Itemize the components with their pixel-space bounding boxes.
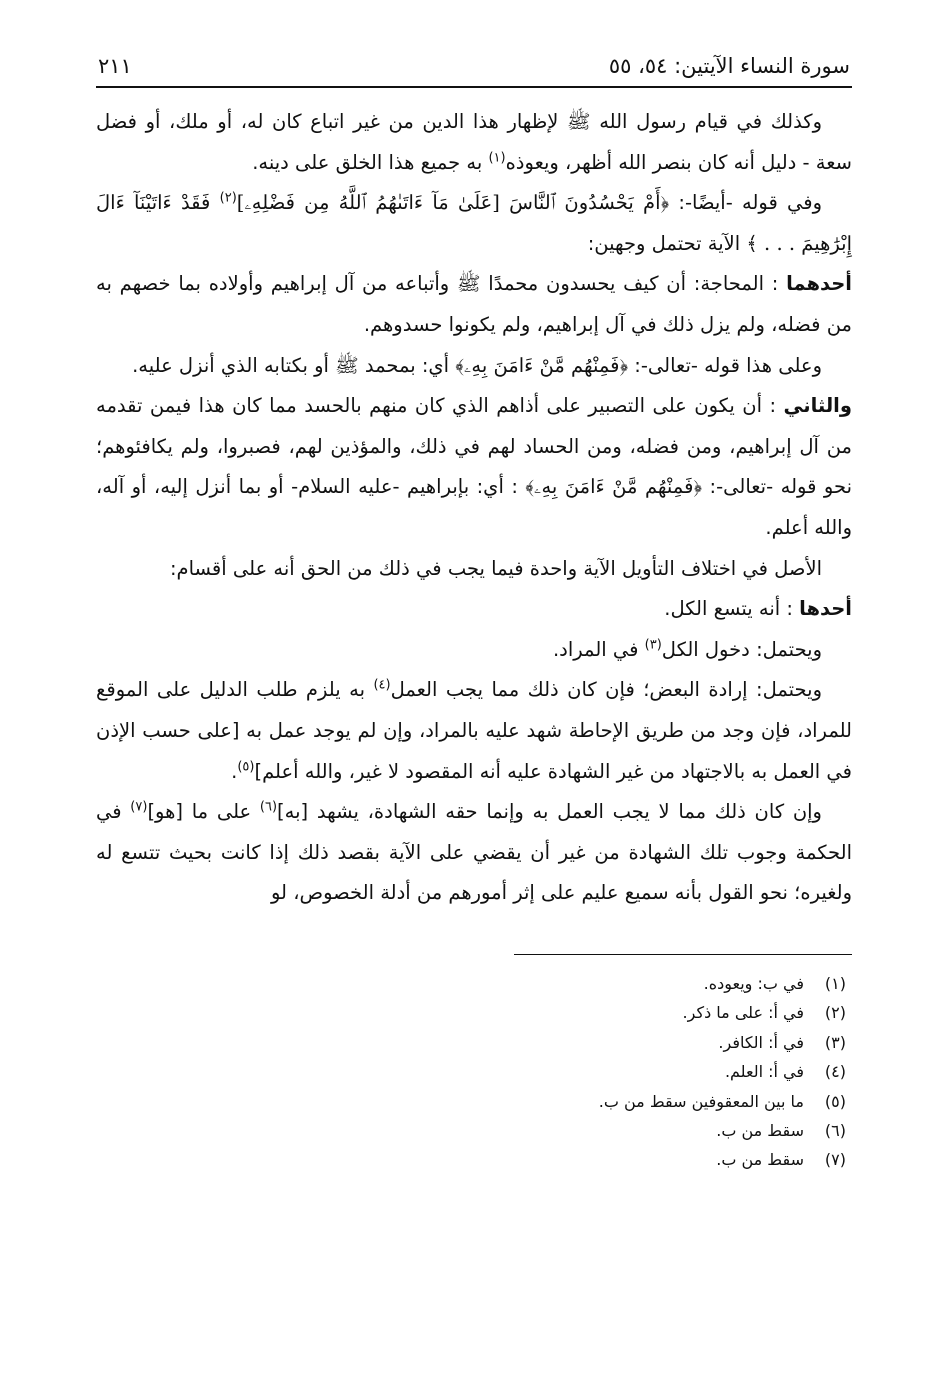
footnote-text: سقط من ب. — [716, 1150, 804, 1170]
text-run: وإن كان ذلك مما لا يجب العمل به وإنما حقه الشهادة، يشهد [به] — [277, 800, 822, 824]
footnote-item — [96, 1057, 846, 1086]
main-text — [96, 102, 852, 914]
footnote-number: (٣) — [824, 1032, 846, 1052]
text-run: به جميع هذا الخلق على دينه. — [252, 150, 489, 174]
running-title: سورة النساء الآيتين: ٥٤، ٥٥ — [608, 54, 850, 78]
page-header — [96, 52, 852, 86]
section-lead-word: أحدهما — [786, 272, 852, 296]
footnote-text: في أ: العلم. — [724, 1062, 804, 1082]
text-run: وعلى هذا قوله -تعالى-: — [628, 353, 822, 377]
text-run: أي: بمحمد ﷺ أو بكتابه الذي أنزل عليه. — [132, 353, 456, 377]
footnote-text: في أ: على ما ذكر. — [682, 1003, 804, 1023]
text-run: : أي: بإبراهيم -عليه السلام- أو بما أنزل إليه، أو آله، والله أعلم. — [96, 475, 852, 539]
footnote-item — [96, 1145, 846, 1174]
footnote-marker: (٥) — [237, 759, 255, 774]
footnote-number: (٧) — [824, 1150, 846, 1170]
quran-quote: ﴿فَمِنْهُم مَّنْ ءَامَنَ بِهِۦ﴾ — [525, 475, 703, 499]
paragraph — [96, 183, 852, 264]
text-run: : أنه يتسع الكل. — [664, 597, 800, 621]
text-run: ويحتمل: إرادة البعض؛ فإن كان ذلك مما يجب العمل — [390, 678, 822, 702]
footnote-text: في أ: الكافر. — [718, 1032, 804, 1052]
footnote-marker: (٧) — [130, 799, 148, 815]
header-rule — [96, 86, 852, 88]
footnote-item — [96, 1087, 846, 1116]
text-run: . — [231, 759, 238, 783]
footnote-separator — [514, 954, 852, 955]
footnote-marker: (٦) — [259, 799, 278, 815]
text-run: وفي قوله -أيضًا-: — [669, 191, 823, 215]
paragraph — [96, 549, 852, 590]
text-run: على ما [هو] — [147, 800, 260, 824]
footnote-text: في ب: ويعوده. — [703, 973, 804, 993]
quran-quote: فَقَدْ ءَاتَيْنَآ ءَالَ إِبْرَٰهِيمَ . . . ﴾ — [96, 191, 852, 255]
text-run: الآية تحتمل وجهين: — [587, 231, 747, 255]
paragraph — [96, 792, 852, 914]
footnote-marker: (١) — [488, 150, 506, 166]
page-number: ٢١١ — [98, 54, 132, 78]
text-run: في المراد. — [552, 637, 645, 661]
footnote-item — [96, 969, 846, 998]
text-run: به يلزم طلب الدليل على الموقع للمراد، فإن وجد من طريق الإحاطة شهد عليه بالمراد، وإن لم يوجد عمل به [على حسب الإذن في العمل به بالاجتهاد من غير الشهادة عليه أنه المقصود لا غير، والله أعلم] — [96, 678, 852, 783]
footnote-number: (٤) — [824, 1062, 846, 1082]
section-lead-word: أحدها — [799, 597, 852, 621]
paragraph — [96, 346, 852, 387]
footnote-item — [96, 998, 846, 1027]
paragraph — [96, 264, 852, 345]
paragraph — [96, 630, 852, 671]
footnote-item — [96, 1116, 846, 1145]
footnote-marker: (٣) — [644, 637, 662, 653]
footnote-number: (٥) — [824, 1091, 846, 1111]
text-run: في الحكمة وجوب تلك الشهادة من غير أن يقضي على الآية بقصد ذلك إذا كانت بحيث تتسع له ولغيره؛ نحو القول بأنه سميع عليم على إثر أمورهم من أدلة الخصوص، لو — [96, 800, 852, 905]
text-run: : أن يكون على التصبير على أذاهم الذي كان منهم بالحسد مما كان هذا فيمن تقدمه من آل إبراهيم، ومن فضله، ومن الحساد لهم في ذلك، والمؤذين لهم، فصبروا، ولم يكافئوهم؛ نحو قوله -تعالى-: — [96, 394, 852, 499]
footnotes-list — [96, 969, 852, 1175]
text-run: الأصل في اختلاف التأويل الآية واحدة فيما يجب في ذلك من الحق أنه على أقسام: — [169, 556, 822, 580]
paragraph — [96, 670, 852, 792]
footnote-marker: (٤) — [373, 677, 391, 693]
footnote-number: (٢) — [824, 1003, 846, 1023]
footnote-item — [96, 1028, 846, 1057]
section-lead-word: والثاني — [783, 394, 852, 418]
footnote-marker: (٢) — [219, 190, 237, 206]
quran-quote: ﴿فَمِنْهُم مَّنْ ءَامَنَ بِهِۦ﴾ — [455, 353, 629, 377]
paragraph — [96, 102, 852, 183]
text-run: وكذلك في قيام رسول الله ﷺ لإظهار هذا الدين من غير اتباع كان له، أو ملك، أو فضل سعة - دليل أنه كان بنصر الله أظهر، ويعوذه — [96, 110, 852, 174]
text-run: ويحتمل: دخول الكل — [661, 637, 822, 661]
footnote-text: ما بين المعقوفين سقط من ب. — [598, 1091, 804, 1111]
paragraph — [96, 386, 852, 548]
footnote-text: سقط من ب. — [716, 1120, 804, 1140]
footnote-number: (٦) — [824, 1120, 846, 1140]
paragraph — [96, 589, 852, 630]
footnote-number: (١) — [824, 973, 846, 993]
quran-quote: ﴿أَمْ يَحْسُدُونَ ٱلنَّاسَ [عَلَىٰ مَآ ءَاتَىٰهُمُ ٱللَّهُ مِن فَضْلِهِۦ] — [236, 191, 670, 215]
text-run: : المحاجة: أن كيف يحسدون محمدًا ﷺ وأتباعه من آل إبراهيم وأولاده بما خصهم به من فضله، ولم يزل ذلك في آل إبراهيم، ولم يكونوا حسدوهم. — [96, 272, 852, 336]
